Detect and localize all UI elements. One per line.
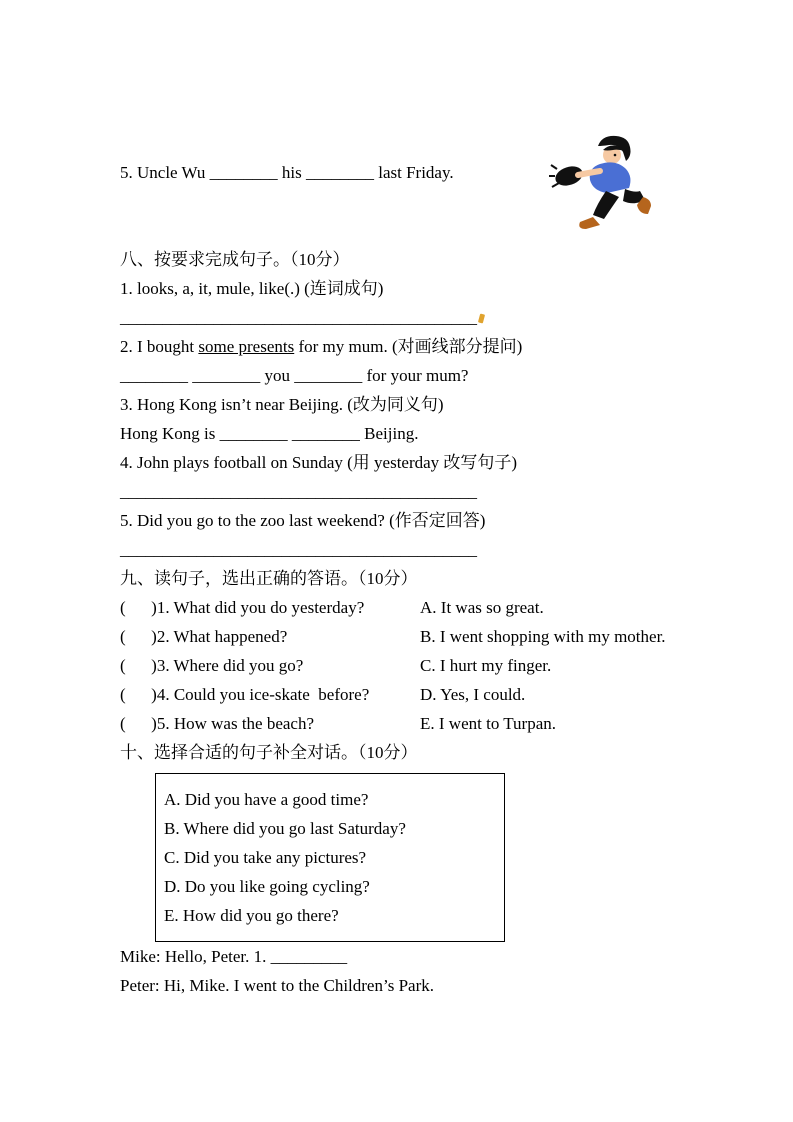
section8-item1: 1. looks, a, it, mule, like(.) (连词成句) xyxy=(120,279,384,298)
match-answer: C. I hurt my finger. xyxy=(420,656,552,675)
blank-line: __________________________________________ xyxy=(120,482,477,501)
section8-item3: 3. Hong Kong isn’t near Beijing. (改为同义句) xyxy=(120,395,444,414)
match-question: ( )4. Could you ice-skate before? xyxy=(120,685,370,704)
option-d: D. Do you like going cycling? xyxy=(164,877,370,896)
option-e: E. How did you go there? xyxy=(164,906,339,925)
section8-item3-answer-line: Hong Kong is ________ ________ Beijing. xyxy=(120,424,419,443)
section8-item2-answer-line: ________ ________ you ________ for your mum? xyxy=(120,366,469,385)
match-answer: D. Yes, I could. xyxy=(420,685,526,704)
section8-item4: 4. John plays football on Sunday (用 yesterday 改写句子) xyxy=(120,453,518,472)
yellow-stray-mark xyxy=(478,314,485,324)
option-a: A. Did you have a good time? xyxy=(164,790,369,809)
item2-text-pre: 2. I bought xyxy=(120,337,199,356)
match-answer: B. I went shopping with my mother. xyxy=(420,627,666,646)
match-row-3 xyxy=(120,651,720,680)
dialog-line-peter: Peter: Hi, Mike. I went to the Children’s Park. xyxy=(120,976,434,995)
match-answer: A. It was so great. xyxy=(420,598,544,617)
dialog-line-mike: Mike: Hello, Peter. 1. _________ xyxy=(120,947,348,966)
dialog-options-box xyxy=(155,773,505,942)
section8-item5-answer-line xyxy=(120,535,720,564)
question-5-line: 5. Uncle Wu ________ his ________ last Friday. xyxy=(120,163,454,182)
section8-heading: 八、按要求完成句子。（10分） xyxy=(120,250,350,269)
blank-line: __________________________________________ xyxy=(120,308,477,327)
option-c: C. Did you take any pictures? xyxy=(164,848,367,867)
section9-heading: 九、读句子，选出正确的答语。（10分） xyxy=(120,569,418,588)
section8-item5: 5. Did you go to the zoo last weekend? (作否定回答) xyxy=(120,511,486,530)
match-row-1 xyxy=(120,593,720,622)
section8-item2 xyxy=(120,332,720,361)
worksheet-content xyxy=(120,158,720,1000)
match-row-5 xyxy=(120,709,720,738)
match-question: ( )5. How was the beach? xyxy=(120,714,315,733)
item2-text-post: for my mum. (对画线部分提问) xyxy=(294,337,523,356)
section10-heading: 十、选择合适的句子补全对话。（10分） xyxy=(120,743,418,762)
match-row-2 xyxy=(120,622,720,651)
section8-item4-answer-line xyxy=(120,477,720,506)
item2-underlined-part: some presents xyxy=(198,337,295,356)
option-b: B. Where did you go last Saturday? xyxy=(164,819,406,838)
match-question: ( )1. What did you do yesterday? xyxy=(120,598,365,617)
match-question: ( )2. What happened? xyxy=(120,627,288,646)
match-question: ( )3. Where did you go? xyxy=(120,656,304,675)
match-row-4 xyxy=(120,680,720,709)
blank-line: __________________________________________ xyxy=(120,540,477,559)
section8-item1-answer-line xyxy=(120,303,720,332)
match-answer: E. I went to Turpan. xyxy=(420,714,556,733)
